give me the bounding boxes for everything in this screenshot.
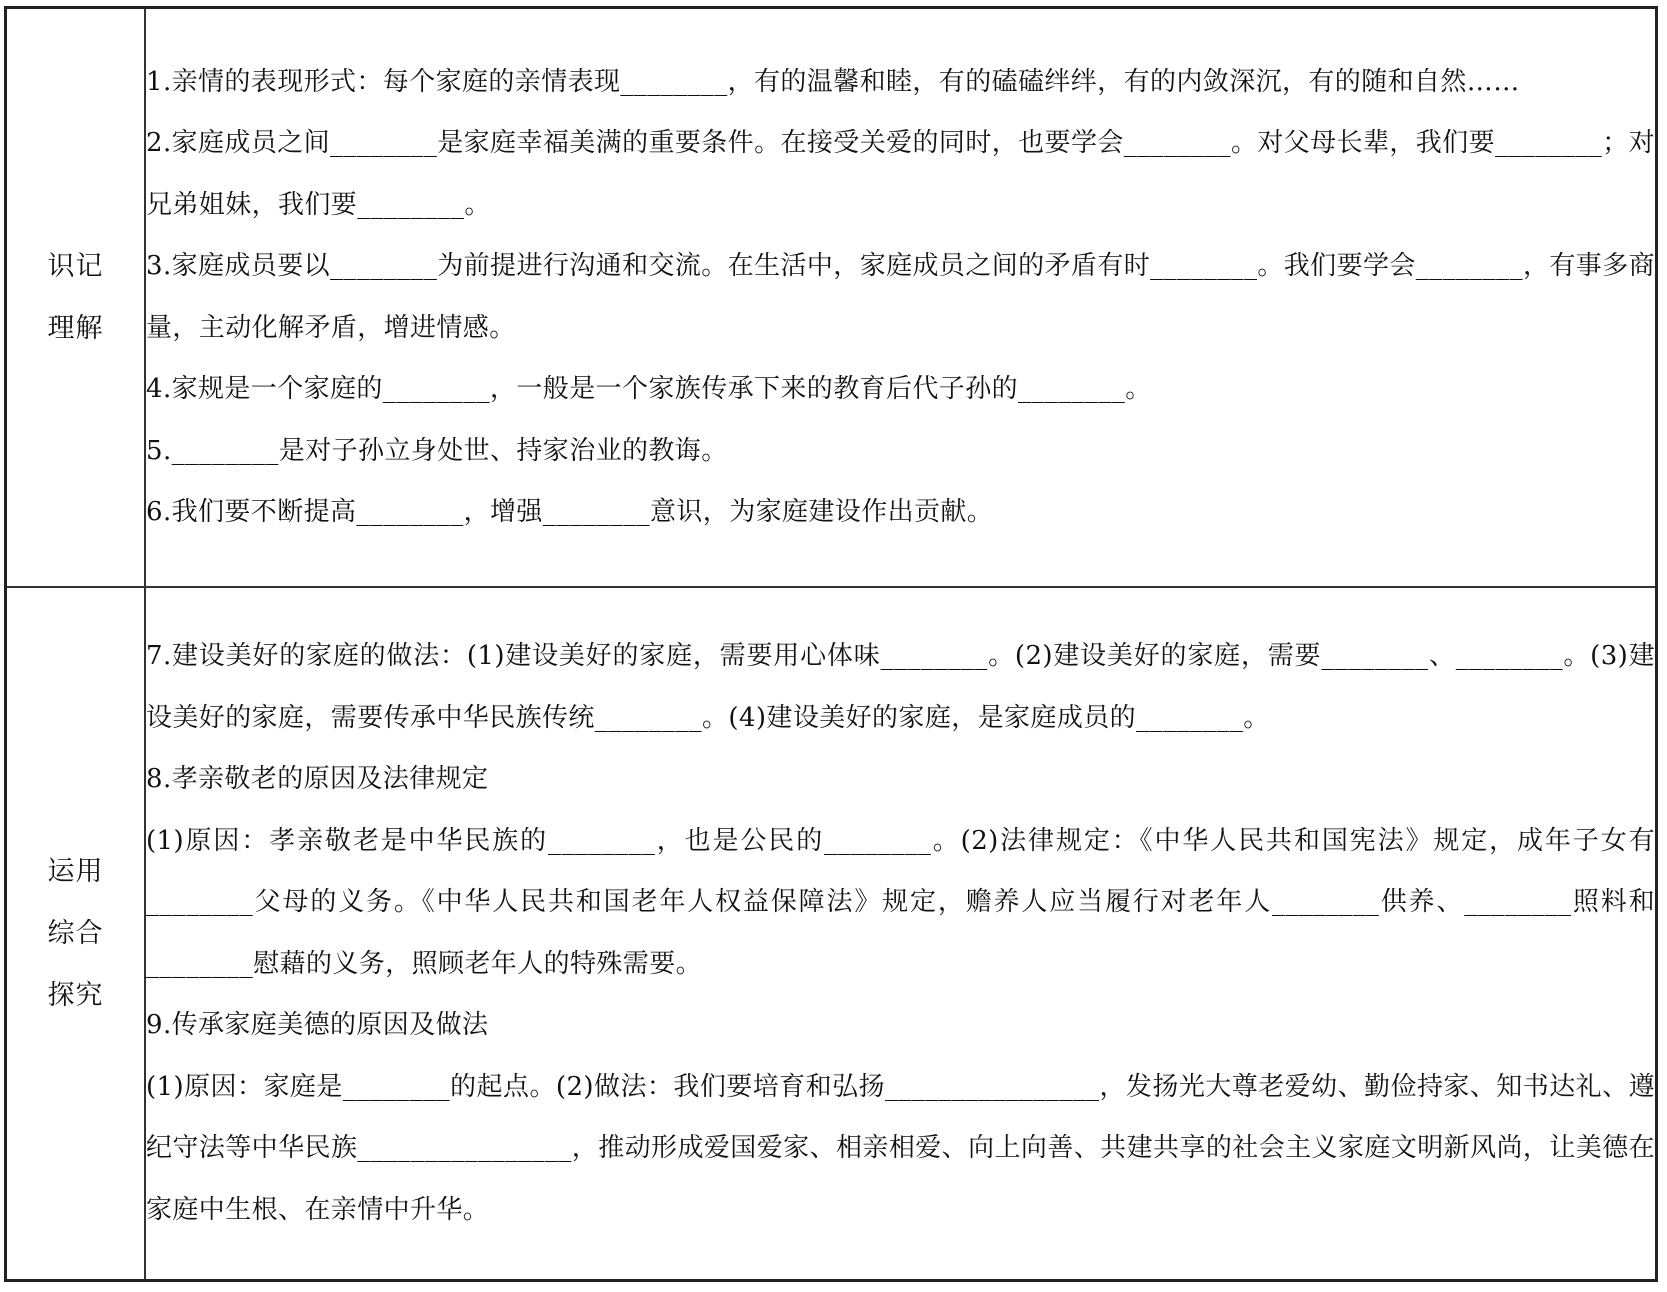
table-row [7,587,1655,1279]
knowledge-table [7,9,1655,1279]
table-row [7,9,1655,587]
question-item: 5.________是对子孙立身处世、持家治业的教诲。 [146,435,728,466]
question-item: 7.建设美好的家庭的做法：(1)建设美好的家庭，需要用心体味________。(2)建设美好的家庭，需要________、________。(3)建设美好的家庭，需要传承中华民族传统________。(4)建设美好的家庭，是家庭成员的________。 [146,641,1655,733]
question-item: 1.亲情的表现形式：每个家庭的亲情表现________，有的温馨和睦，有的磕磕绊绊，有的内敛深沉，有的随和自然…… [146,66,1520,97]
question-item: (1)原因：孝亲敬老是中华民族的________，也是公民的________。(2)法律规定：《中华人民共和国宪法》规定，成年子女有________父母的义务。《中华人民共和国老年人权益保障法》规定，赡养人应当履行对老年人________供养、________照料和________慰藉的义务，照顾老年人的特殊需要。 [146,825,1655,979]
question-heading: 8.孝亲敬老的原因及法律规定 [146,764,489,794]
question-heading: 9.传承家庭美德的原因及做法 [146,1010,489,1040]
category-label: 探究 [47,979,104,1011]
category-cell-apply [7,587,145,1279]
category-label: 运用 [47,855,104,887]
category-cell-recall [7,9,145,587]
question-item: 6.我们要不断提高________，增强________意识，为家庭建设作出贡献。 [146,497,994,527]
question-item: 3.家庭成员要以________为前提进行沟通和交流。在生活中，家庭成员之间的矛盾有时________。我们要学会________，有事多商量，主动化解矛盾，增进情感。 [146,251,1655,343]
question-item: (1)原因：家庭是________的起点。(2)做法：我们要培育和弘扬________________，发扬光大尊老爱幼、勤俭持家、知书达礼、遵纪守法等中华民族________________，推动形成爱国爱家、相亲相爱、向上向善、共建共享的社会主义家庭文明新风尚，让美德在家庭中生根、在亲情中升华。 [146,1071,1655,1225]
category-label: 理解 [47,312,104,344]
knowledge-table-frame [4,6,1658,1282]
question-item: 4.家规是一个家庭的________，一般是一个家族传承下来的教育后代子孙的________。 [146,374,1152,404]
category-label: 识记 [47,250,104,282]
content-cell-recall [145,9,1655,587]
category-label: 综合 [47,917,104,949]
content-cell-apply [145,587,1655,1279]
question-item: 2.家庭成员之间________是家庭幸福美满的重要条件。在接受关爱的同时，也要学会________。对父母长辈，我们要________；对兄弟姐妹，我们要________。 [146,128,1655,220]
